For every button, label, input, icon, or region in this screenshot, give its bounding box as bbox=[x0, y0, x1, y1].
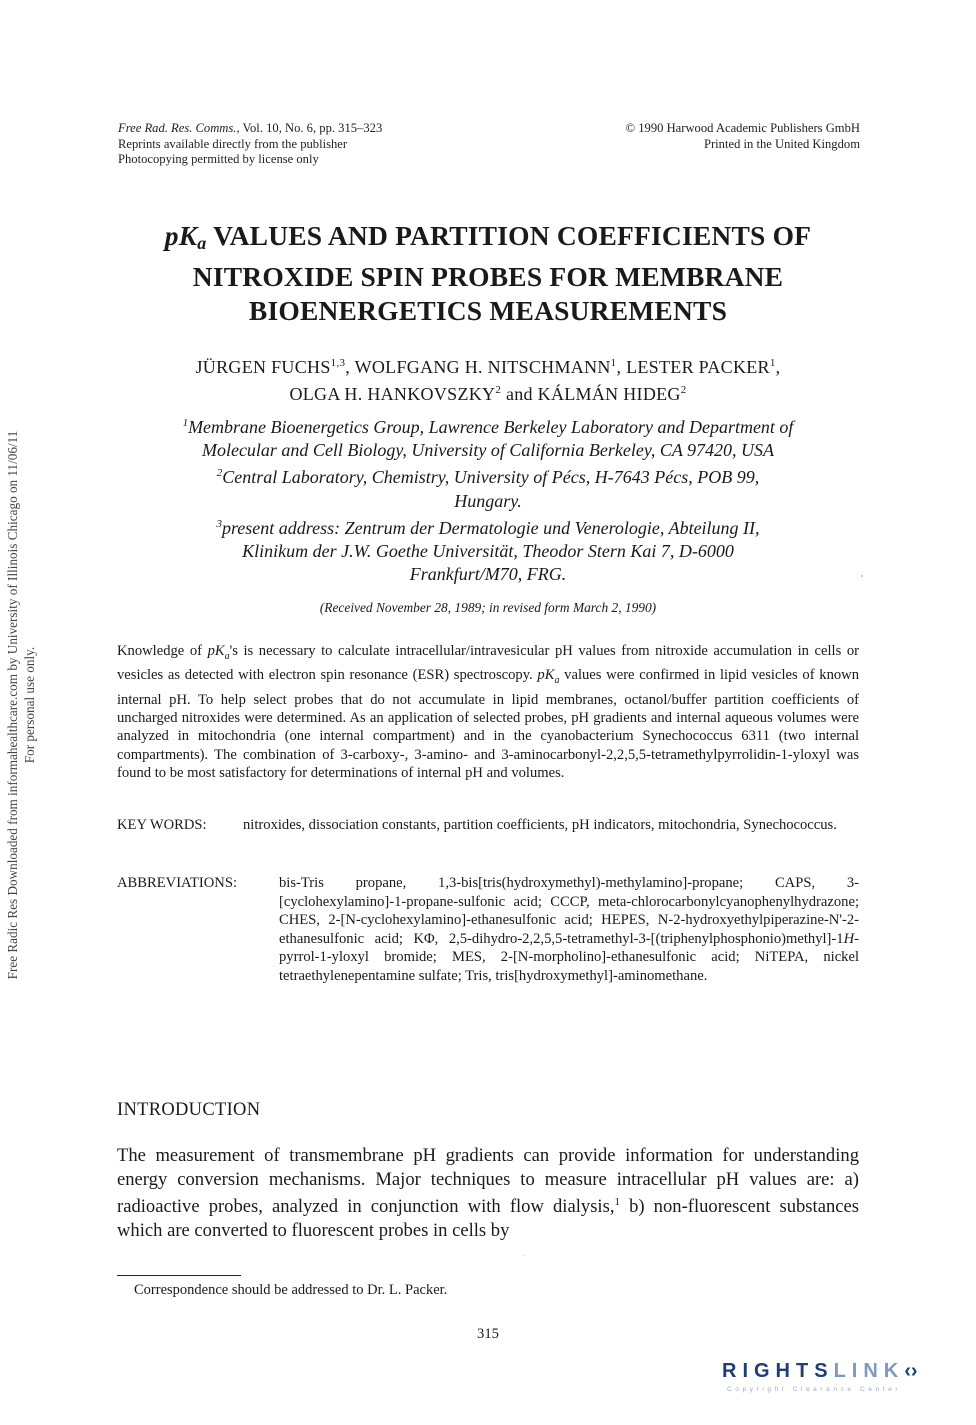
speck-mark-2 bbox=[524, 1255, 525, 1256]
abstract-pk-2-subscript: a bbox=[554, 675, 560, 687]
correspondence-footnote: Correspondence should be addressed to Dr. L. Packer. bbox=[134, 1282, 448, 1298]
journal-citation bbox=[118, 121, 538, 137]
author-hideg: and KÁLMÁN HIDEG bbox=[501, 384, 681, 404]
title-line-1 bbox=[100, 219, 876, 260]
watermark-line-1: Free Radic Res Downloaded from informahealthcare.com by University of Illinois Chicago on 11/06/11 bbox=[5, 430, 20, 980]
keywords-text: nitroxides, dissociation constants, partition coefficients, pH indicators, mitochondria, Synechococcus. bbox=[243, 817, 837, 833]
title-pk-subscript: a bbox=[197, 233, 207, 253]
introduction-heading: INTRODUCTION bbox=[117, 1100, 261, 1120]
publisher-header bbox=[560, 121, 860, 152]
author-line-1 bbox=[100, 352, 876, 379]
author-nitschmann: , WOLFGANG H. NITSCHMANN bbox=[345, 357, 611, 377]
affiliation-1-text: Membrane Bioenergetics Group, Lawrence Berkeley Laboratory and Department of bbox=[188, 417, 794, 437]
copyright-note: © 1990 Harwood Academic Publishers GmbH bbox=[625, 121, 860, 135]
affiliation-3-line-3: Frankfurt/M70, FRG. bbox=[409, 564, 567, 585]
printed-note: Printed in the United Kingdom bbox=[703, 136, 860, 151]
footnote-rule bbox=[117, 1275, 241, 1276]
reference-1[interactable]: 1 bbox=[614, 1196, 620, 1209]
affiliation-2-text: Central Laboratory, Chemistry, University of Pécs, H-7643 Pécs, POB 99, bbox=[222, 467, 760, 488]
title-pk: pK bbox=[164, 220, 198, 251]
abstract-text-1: Knowledge of bbox=[117, 643, 208, 659]
affiliations bbox=[100, 412, 876, 586]
author-hideg-affil: 2 bbox=[680, 384, 687, 396]
abbreviations bbox=[117, 874, 859, 986]
download-watermark bbox=[0, 355, 42, 1055]
abstract-pk-2: pK bbox=[537, 667, 555, 684]
author-nitschmann-affil: 1 bbox=[610, 357, 617, 369]
title-line-3: BIOENERGETICS MEASUREMENTS bbox=[248, 295, 728, 326]
author-separator: , bbox=[775, 357, 781, 377]
paper-title bbox=[100, 219, 876, 328]
abbreviations-italic-h: H bbox=[843, 930, 855, 947]
abstract-pk: pK bbox=[207, 643, 225, 659]
author-packer-affil: 1 bbox=[769, 357, 776, 369]
abbreviations-text bbox=[279, 874, 859, 986]
download-watermark-text bbox=[4, 431, 38, 980]
rightslink-wordmark bbox=[722, 1360, 918, 1383]
rightslink-word-tail: LINK bbox=[833, 1360, 905, 1382]
rightslink-arrow-icon: ‹› bbox=[904, 1360, 918, 1382]
affiliation-3-line-1 bbox=[100, 513, 876, 540]
affiliation-1-line-1 bbox=[100, 412, 876, 439]
journal-volume: , Vol. 10, No. 6, pp. 315–323 bbox=[236, 121, 383, 135]
introduction-text-1: The measurement of transmembrane pH gradients can provide information for understanding energy conversion mechanisms. Major techniques to measure intracellular pH values are: a) radioactive probes, analyzed in conjunction with flow dialysis, bbox=[117, 1145, 859, 1218]
watermark-line-2: For personal use only. bbox=[22, 646, 37, 764]
author-packer: , LESTER PACKER bbox=[616, 357, 770, 377]
abstract bbox=[117, 642, 859, 783]
keywords bbox=[117, 816, 859, 834]
affiliation-2-marker: 2 bbox=[216, 467, 223, 480]
reprints-note: Reprints available directly from the publisher bbox=[118, 136, 348, 151]
title-line-1-rest: VALUES AND PARTITION COEFFICIENTS OF bbox=[206, 220, 812, 251]
received-dates: (Received November 28, 1989; in revised form March 2, 1990) bbox=[319, 600, 657, 615]
abbreviations-label: ABBREVIATIONS: bbox=[117, 875, 237, 891]
affiliation-2-line-2: Hungary. bbox=[454, 490, 522, 511]
speck-mark bbox=[861, 575, 863, 577]
page-number: 315 bbox=[477, 1326, 499, 1342]
author-list bbox=[100, 352, 876, 406]
affiliation-1-line-2: Molecular and Cell Biology, University of California Berkeley, CA 97420, USA bbox=[201, 440, 775, 461]
title-line-2: NITROXIDE SPIN PROBES FOR MEMBRANE bbox=[192, 261, 784, 292]
journal-name: Free Rad. Res. Comms. bbox=[118, 121, 237, 135]
author-hankovszky-affil: 2 bbox=[495, 384, 502, 396]
rightslink-word-main: RIGHTS bbox=[722, 1360, 834, 1382]
affiliation-3-marker: 3 bbox=[216, 517, 222, 530]
affiliation-3-text: present address: Zentrum der Dermatologie und Venerologie, Abteilung II, bbox=[221, 517, 760, 538]
abbreviations-text-2: -pyrrol-1-yloxyl bromide; MES, 2-[N-morpholino]-ethanesulfonic acid; NiTEPA, nickel tetraethylenepentamine sulfate; Tris, tris[hydroxymethyl]-aminomethane. bbox=[279, 930, 859, 984]
rightslink-subtitle: Copyright Clearance Center bbox=[727, 1386, 902, 1393]
introduction-text-2: b) non-fluorescent substances which are converted to fluorescent probes in cells by bbox=[117, 1196, 859, 1241]
abstract-text-3: values were confirmed in lipid vesicles of known internal pH. To help select probes that do not accumulate in lipid membranes, octanol/buffer partition coefficients of uncharged nitroxides were determined. As an application of selected probes, pH gradients and internal aqueous volumes were analyzed in mitochondria (one internal compartment) and in the cyanobacterium Synechococcus 6311 (two internal compartments). The combination of 3-carboxy-, 3-amino- and 3-aminocarbonyl-2,2,5,5-tetramethylpyrrolidin-1-yloxyl was found to be most satisfactory for determinations of internal pH and volumes. bbox=[117, 667, 859, 782]
introduction-paragraph bbox=[117, 1144, 859, 1242]
abbreviations-text-1: bis-Tris propane, 1,3-bis[tris(hydroxymethyl)-methylamino]-propane; CAPS, 3-[cyclohexylamino]-1-propane-sulfonic acid; CCCP, meta-chlorocarbonylcyanophenylhydrazone; CHES, 2-[N-cyclohexylamino]-ethanesulfonic acid; HEPES, N-2-hydroxyethylpiperazine-N'-2-ethanesulfonic acid; KΦ, 2,5-dihydro-2,2,5,5-tetramethyl-3-[(triphenylphosphonio)methyl]-1 bbox=[279, 875, 859, 947]
rightslink-logo[interactable] bbox=[722, 1360, 958, 1408]
author-hankovszky: OLGA H. HANKOVSZKY bbox=[289, 384, 496, 404]
keywords-label: KEY WORDS: bbox=[117, 817, 207, 833]
abstract-pk-subscript: a bbox=[224, 650, 230, 662]
affiliation-2-line-1 bbox=[100, 462, 876, 489]
affiliation-1-marker: 1 bbox=[182, 417, 189, 429]
abstract-paragraph bbox=[117, 642, 859, 783]
author-fuchs: JÜRGEN FUCHS bbox=[195, 357, 331, 377]
abstract-text-2: 's is necessary to calculate intracellular/intravesicular pH values from nitroxide accumulation in cells or vesicles as detected with electron spin resonance (ESR) spectroscopy. bbox=[117, 643, 859, 684]
affiliation-3-line-2: Klinikum der J.W. Goethe Universität, Theodor Stern Kai 7, D-6000 bbox=[242, 541, 734, 562]
photocopy-note: Photocopying permitted by license only bbox=[118, 152, 319, 166]
author-line-2 bbox=[100, 379, 876, 406]
journal-header bbox=[118, 121, 538, 168]
author-fuchs-affil: 1,3 bbox=[330, 357, 346, 369]
